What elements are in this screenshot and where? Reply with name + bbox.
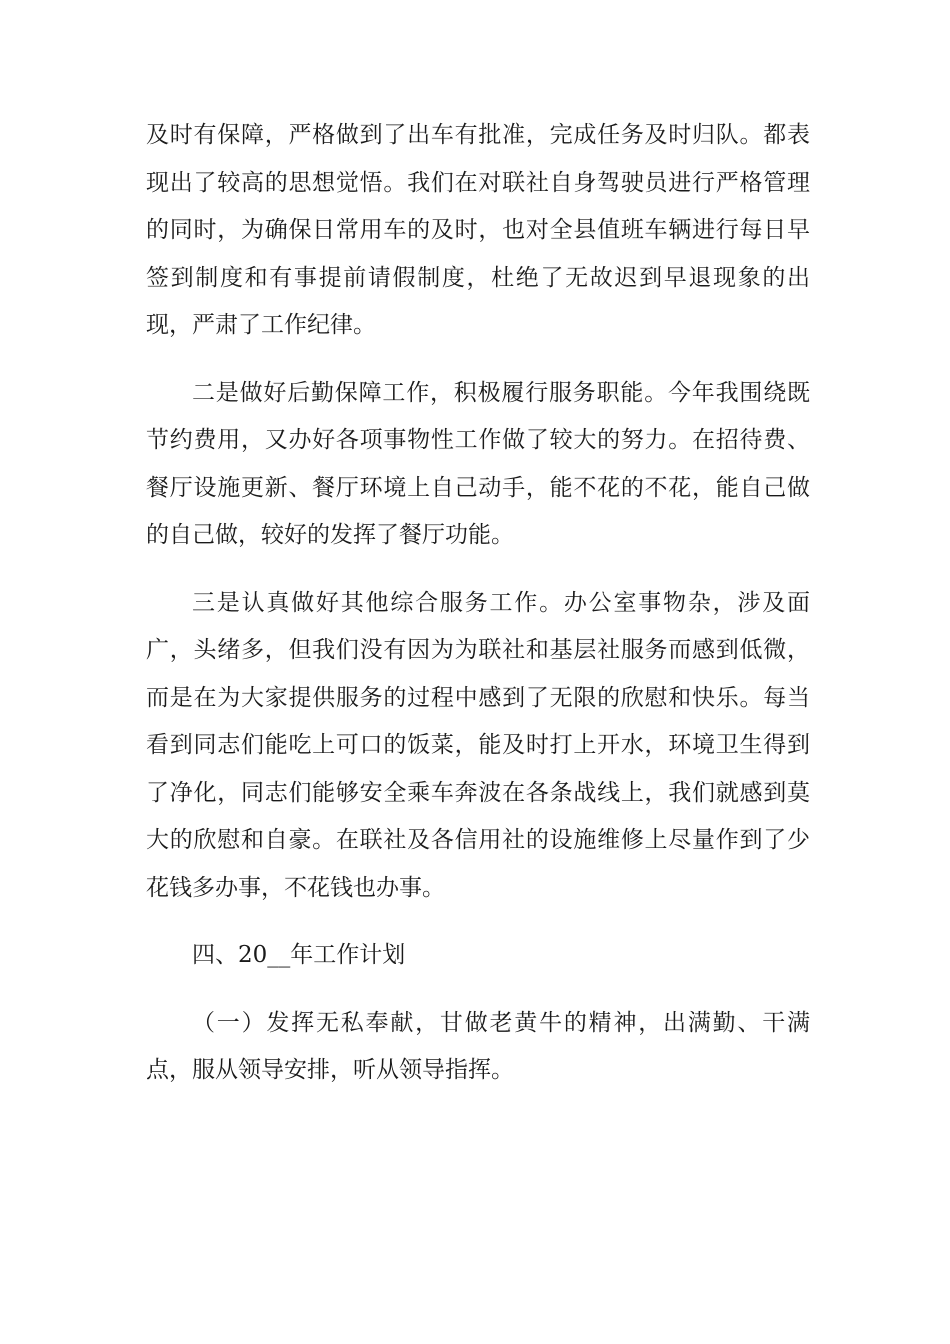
section-heading: 四、20__年工作计划	[192, 942, 406, 968]
paragraph-logistics: 二是做好后勤保障工作，积极履行服务职能。今年我围绕既节约费用，又办好各项事物性工作做了较大的努力。在招待费、餐厅设施更新、餐厅环境上自己动手，能不花的不花，能自己做的自己做，较好的发挥了餐厅功能。	[146, 379, 810, 548]
paragraph-continued: 及时有保障，严格做到了出车有批准，完成任务及时归队。都表现出了较高的思想觉悟。我们在对联社自身驾驶员进行严格管理的同时，为确保日常用车的及时，也对全县值班车辆进行每日早签到制度和有事提前请假制度，杜绝了无故迟到早退现象的出现，严肃了工作纪律。	[146, 122, 810, 338]
paragraph-plan-item-1: （一）发挥无私奉献，甘做老黄牛的精神，出满勤、干满点，服从领导安排，听从领导指挥。	[146, 1009, 810, 1083]
document-body	[146, 112, 810, 1095]
paragraph-services: 三是认真做好其他综合服务工作。办公室事物杂，涉及面广，头绪多，但我们没有因为为联社和基层社服务而感到低微，而是在为大家提供服务的过程中感到了无限的欣慰和快乐。每当看到同志们能吃上可口的饭菜，能及时打上开水，环境卫生得到了净化，同志们能够安全乘车奔波在各条战线上，我们就感到莫大的欣慰和自豪。在联社及各信用社的设施维修上尽量作到了少花钱多办事，不花钱也办事。	[146, 589, 810, 901]
